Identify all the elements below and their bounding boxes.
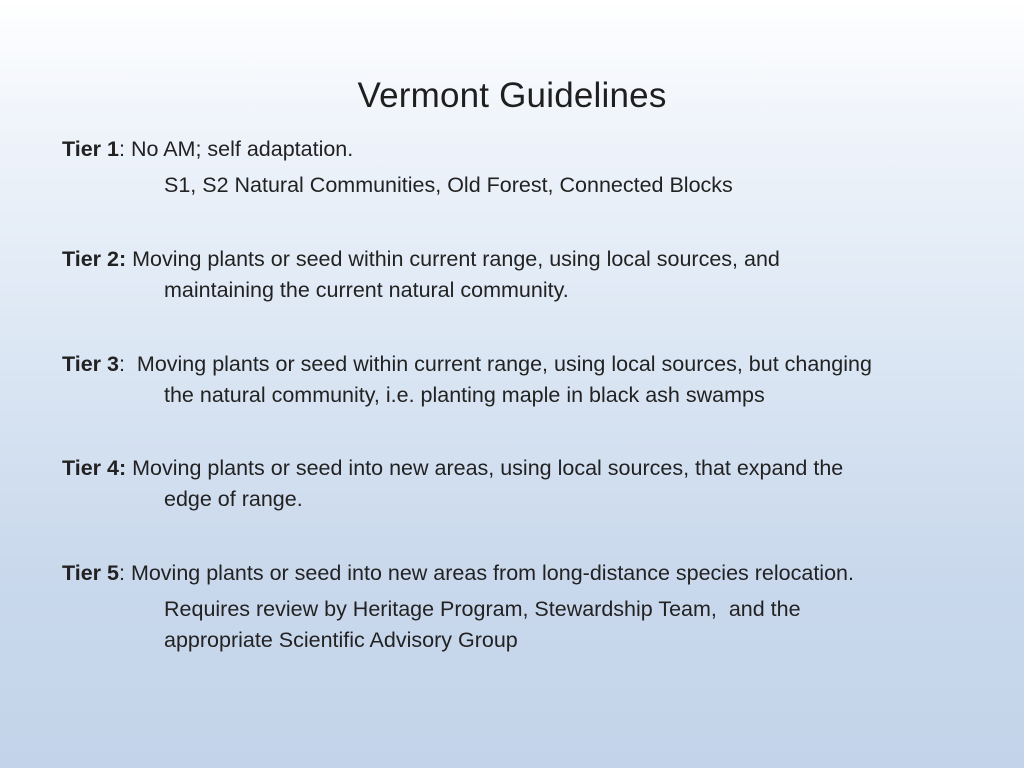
tier-1-separator: :	[118, 137, 131, 161]
tier-5-subline-2: appropriate Scientific Advisory Group	[164, 628, 518, 652]
tier-3-subline: the natural community, i.e. planting maple in black ash swamps	[164, 383, 765, 407]
tier-3-block	[62, 349, 962, 411]
tier-3-separator: :	[118, 352, 137, 376]
tier-5-label: Tier 5	[62, 561, 119, 585]
tier-4-label: Tier 4:	[62, 456, 127, 480]
tier-3-label: Tier 3	[62, 352, 119, 376]
tier-3-line	[62, 349, 962, 380]
tier-2-line	[62, 244, 962, 275]
tier-2-block	[62, 244, 962, 306]
tier-5-block	[62, 558, 962, 656]
tier-1-label: Tier 1	[62, 137, 119, 161]
tier-1-block	[62, 134, 962, 201]
tier-2-label: Tier 2:	[62, 247, 127, 271]
tier-1-subline: S1, S2 Natural Communities, Old Forest, Connected Blocks	[164, 173, 733, 197]
tier-5-text: Moving plants or seed into new areas from long-distance species relocation.	[130, 561, 854, 585]
tier-4-text: Moving plants or seed into new areas, using local sources, that expand the	[132, 456, 844, 480]
tier-5-subline-1: Requires review by Heritage Program, Stewardship Team, and the	[164, 597, 801, 621]
tier-3-text: Moving plants or seed within current range, using local sources, but changing	[136, 352, 872, 376]
slide-title: Vermont Guidelines	[357, 76, 667, 115]
tier-4-subline: edge of range.	[164, 487, 303, 511]
tier-2-subline: maintaining the current natural community.	[164, 278, 569, 302]
tier-4-block	[62, 453, 962, 515]
tier-5-separator: :	[118, 561, 131, 585]
tier-4-line	[62, 453, 962, 484]
tier-1-text: No AM; self adaptation.	[130, 137, 354, 161]
tier-1-line	[62, 134, 962, 165]
tier-2-text: Moving plants or seed within current range, using local sources, and	[132, 247, 780, 271]
tier-5-line	[62, 558, 962, 589]
